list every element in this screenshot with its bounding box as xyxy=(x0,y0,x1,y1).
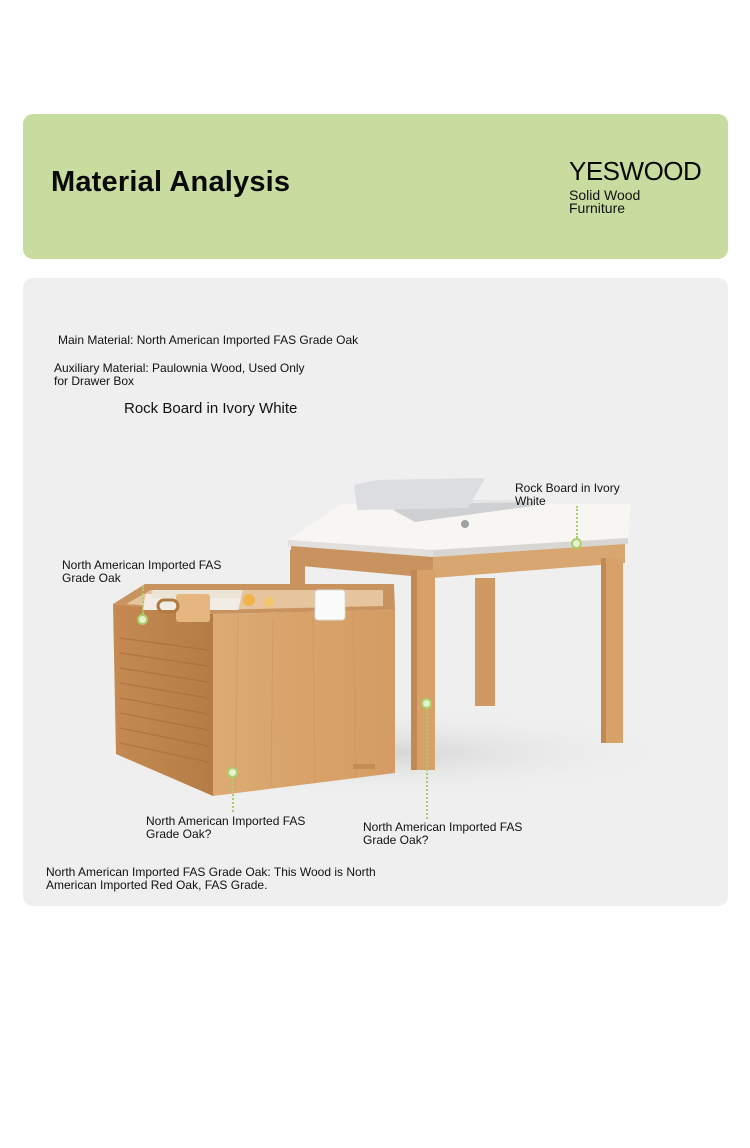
aux-material-text: Auxiliary Material: Paulownia Wood, Used Only for Drawer Box xyxy=(54,361,305,388)
header-banner xyxy=(23,114,728,259)
callout-table-leg: North American Imported FAS Grade Oak? xyxy=(363,820,523,847)
material-panel xyxy=(23,278,728,906)
callout-dot-table-top xyxy=(571,538,582,549)
callout-line-cabinet-top xyxy=(142,586,144,614)
rock-board-heading: Rock Board in Ivory White xyxy=(124,400,298,417)
mug-wood xyxy=(176,594,210,622)
brand-logo: YESWOOD xyxy=(569,156,702,186)
callout-table-top: Rock Board in Ivory White xyxy=(515,481,620,508)
main-material-text: Main Material: North American Imported FAS Grade Oak xyxy=(58,333,359,347)
table-back-leg-right xyxy=(475,578,495,706)
callout-dot-table-leg xyxy=(421,698,432,709)
footnote-text: North American Imported FAS Grade Oak: This Wood is North American Imported Red Oak, FAS Grade. xyxy=(46,865,376,892)
callout-dot-cabinet-top xyxy=(137,614,148,625)
page-title: Material Analysis xyxy=(51,166,291,198)
brand-tagline: Solid Wood Furniture xyxy=(569,187,641,216)
callout-cabinet-front: North American Imported FAS Grade Oak? xyxy=(146,814,306,841)
callout-line-table-top xyxy=(576,506,578,538)
callout-line-table-leg xyxy=(426,709,428,819)
callout-dot-cabinet-front xyxy=(227,767,238,778)
furniture-illustration xyxy=(23,278,728,906)
callout-line-cabinet-front xyxy=(232,778,234,812)
callout-cabinet-top: North American Imported FAS Grade Oak xyxy=(62,558,222,585)
glass-cup xyxy=(315,590,345,620)
